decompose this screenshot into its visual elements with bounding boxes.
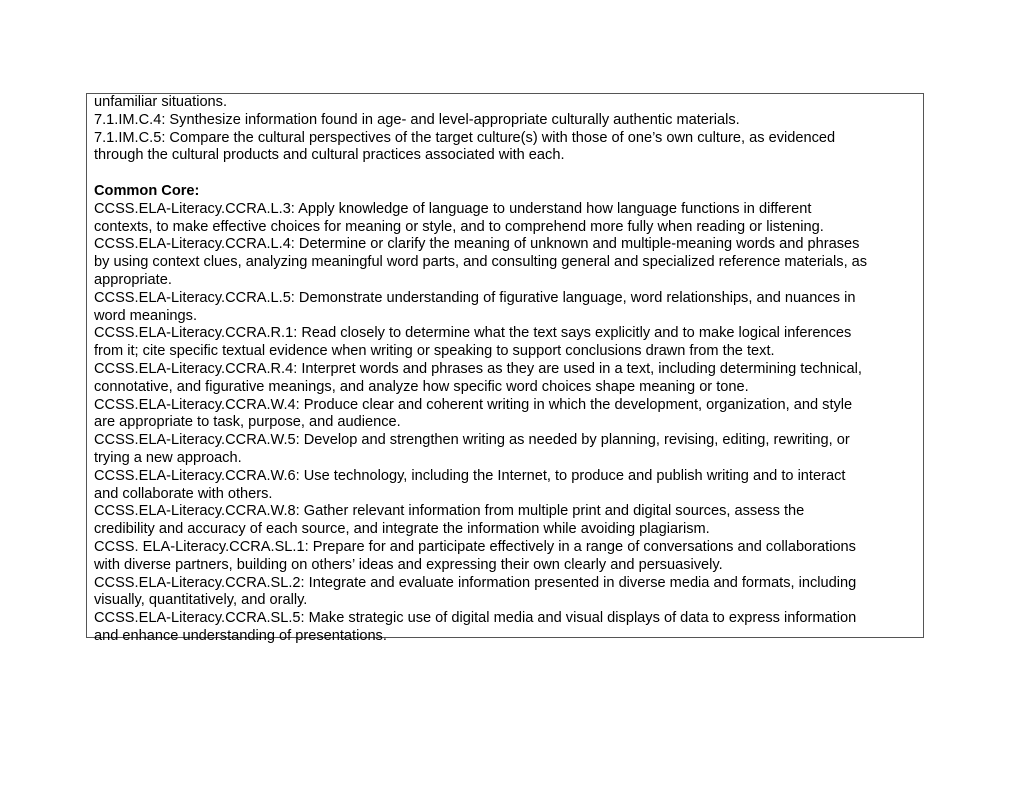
text-line: CCSS.ELA-Literacy.CCRA.SL.5: Make strategic use of digital media and visual displays of data to express information: [94, 610, 857, 627]
text-line: CCSS.ELA-Literacy.CCRA.L.5: Demonstrate understanding of figurative language, word relationships, and nuances in: [94, 289, 856, 306]
text-line: and collaborate with others.: [94, 485, 273, 502]
text-line: by using context clues, analyzing meaningful word parts, and consulting general and specialized reference materials, as: [94, 254, 868, 271]
text-line: trying a new approach.: [94, 449, 242, 466]
text-line: and enhance understanding of presentations.: [94, 627, 387, 644]
text-line: from it; cite specific textual evidence when writing or speaking to support conclusions drawn from the text.: [94, 343, 775, 360]
blank-line: [94, 165, 916, 183]
text-line: appropriate.: [94, 271, 172, 288]
text-line: CCSS.ELA-Literacy.CCRA.W.6: Use technology, including the Internet, to produce and publish writing and to interact: [94, 467, 846, 484]
text-line: with diverse partners, building on others’ ideas and expressing their own clearly and persuasively.: [94, 556, 723, 573]
text-line: unfamiliar situations.: [94, 94, 228, 110]
text-line: CCSS.ELA-Literacy.CCRA.SL.2: Integrate and evaluate information presented in diverse media and formats, including: [94, 574, 857, 591]
text-line: 7.1.IM.C.4: Synthesize information found in age- and level-appropriate culturally authentic materials.: [94, 111, 740, 128]
text-line: CCSS.ELA-Literacy.CCRA.L.4: Determine or clarify the meaning of unknown and multiple-meaning words and phrases: [94, 236, 860, 253]
text-line: CCSS.ELA-Literacy.CCRA.W.5: Develop and strengthen writing as needed by planning, revising, editing, rewriting, or: [94, 432, 850, 449]
text-line: CCSS. ELA-Literacy.CCRA.SL.1: Prepare for and participate effectively in a range of conversations and collaborations: [94, 538, 856, 555]
common-core-heading: Common Core:: [94, 182, 200, 199]
text-line: connotative, and figurative meanings, and analyze how specific word choices shape meaning or tone.: [94, 378, 749, 395]
text-line: contexts, to make effective choices for meaning or style, and to comprehend more fully when reading or listening.: [94, 218, 824, 235]
text-line: word meanings.: [94, 307, 198, 324]
text-line: CCSS.ELA-Literacy.CCRA.L.3: Apply knowledge of language to understand how language functions in different: [94, 200, 812, 217]
text-line: through the cultural products and cultural practices associated with each.: [94, 147, 565, 164]
text-line: CCSS.ELA-Literacy.CCRA.R.1: Read closely to determine what the text says explicitly and to make logical inferences: [94, 325, 852, 342]
text-line: visually, quantitatively, and orally.: [94, 592, 308, 609]
text-line: 7.1.IM.C.5: Compare the cultural perspectives of the target culture(s) with those of one’s own culture, as evidenced: [94, 129, 836, 146]
text-line: are appropriate to task, purpose, and audience.: [94, 414, 401, 431]
text-line: CCSS.ELA-Literacy.CCRA.W.8: Gather relevant information from multiple print and digital sources, assess the: [94, 503, 805, 520]
text-line: credibility and accuracy of each source, and integrate the information while avoiding plagiarism.: [94, 521, 710, 538]
standards-table-cell: [86, 93, 924, 644]
text-line: CCSS.ELA-Literacy.CCRA.R.4: Interpret words and phrases as they are used in a text, including determining technical,: [94, 360, 862, 377]
text-line: CCSS.ELA-Literacy.CCRA.W.4: Produce clear and coherent writing in which the development, organization, and style: [94, 396, 853, 413]
